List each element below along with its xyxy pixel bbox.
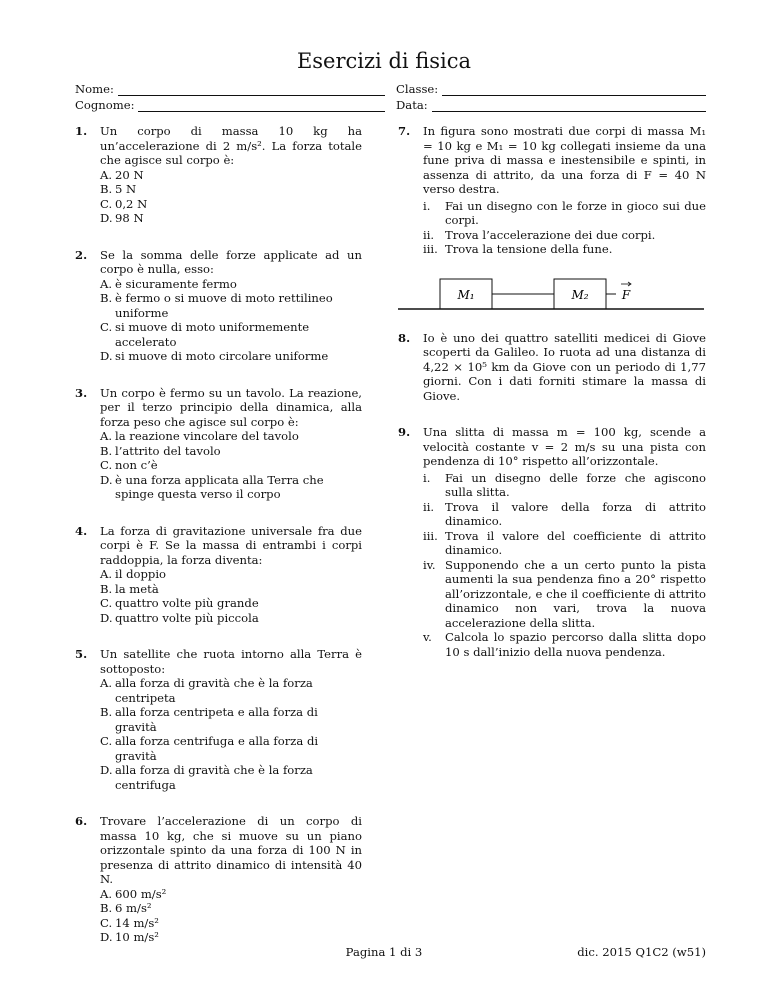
option-letter: D. bbox=[100, 610, 113, 625]
option-letter: D. bbox=[100, 930, 113, 944]
option-a bbox=[100, 887, 362, 902]
student-fields-right bbox=[396, 80, 706, 112]
sub-text: Trova il valore della forza di attrito dinamico. bbox=[445, 499, 706, 528]
sub-text: Trova il valore del coefficiente di attrito dinamico. bbox=[445, 528, 706, 557]
option-a bbox=[100, 429, 362, 444]
sub-questions bbox=[423, 471, 706, 660]
sub-text: Fai un disegno con le forze in gioco sui due corpi. bbox=[445, 198, 706, 227]
sub-question bbox=[423, 471, 706, 500]
exercise-number: 3. bbox=[75, 385, 88, 400]
classe-field[interactable] bbox=[396, 80, 706, 96]
exercise-number: 5. bbox=[75, 647, 88, 661]
options-list bbox=[100, 567, 362, 625]
option-a bbox=[100, 168, 362, 183]
sub-label: iii. bbox=[423, 528, 438, 543]
sub-label: v. bbox=[423, 630, 432, 644]
exercise-stem: Un corpo di massa 10 kg ha un’accelerazione di 2 m/s². La forza totale che agisce sul corpo è: bbox=[100, 124, 362, 167]
option-d bbox=[100, 349, 362, 364]
option-letter: A. bbox=[100, 676, 113, 690]
option-letter: C. bbox=[100, 458, 113, 472]
data-line bbox=[432, 100, 706, 112]
option-text: è sicuramente fermo bbox=[115, 276, 237, 291]
option-text: quattro volte più piccola bbox=[115, 610, 259, 625]
option-letter: A. bbox=[100, 167, 113, 182]
m1-label: M₁ bbox=[457, 287, 475, 302]
data-label: Data: bbox=[396, 97, 428, 112]
exercise-number: 2. bbox=[75, 247, 88, 262]
option-text: 6 m/s² bbox=[115, 901, 152, 915]
option-d bbox=[100, 611, 362, 626]
option-letter: B. bbox=[100, 443, 113, 458]
exercise-stem: La forza di gravitazione universale fra due corpi è F. Se la massa di entrambi i corpi raddoppia, la forza diventa: bbox=[100, 523, 362, 567]
sub-label: ii. bbox=[423, 499, 435, 514]
force-label: F bbox=[621, 287, 631, 302]
nome-label: Nome: bbox=[75, 81, 114, 96]
option-text: 14 m/s² bbox=[115, 915, 159, 930]
option-letter: C. bbox=[100, 196, 113, 211]
blocks-diagram bbox=[398, 267, 706, 317]
option-text: quattro volte più grande bbox=[115, 596, 259, 610]
sub-question bbox=[423, 558, 706, 631]
option-letter: C. bbox=[100, 596, 113, 610]
sub-text: Calcola lo spazio percorso dalla slitta dopo 10 s dall’inizio della nuova pendenza. bbox=[445, 630, 706, 659]
exercise-stem: Trovare l’accelerazione di un corpo di massa 10 kg, che si muove su un piano orizzontale spinto da una forza di 100 N in presenza di attrito dinamico di intensità 40 N. bbox=[100, 814, 362, 886]
student-fields-left bbox=[75, 80, 385, 112]
option-text: alla forza di gravità che è la forza centripeta bbox=[115, 676, 313, 705]
option-text: alla forza di gravità che è la forza centrifuga bbox=[115, 763, 313, 792]
option-text: 600 m/s² bbox=[115, 886, 167, 901]
sub-text: Trova l’accelerazione dei due corpi. bbox=[445, 227, 656, 242]
sub-question bbox=[423, 199, 706, 228]
sub-question bbox=[423, 529, 706, 558]
exercise-number: 6. bbox=[75, 814, 88, 828]
option-letter: D. bbox=[100, 349, 113, 363]
options-list bbox=[100, 676, 362, 792]
option-c bbox=[100, 596, 362, 611]
option-letter: D. bbox=[100, 763, 113, 777]
option-letter: B. bbox=[100, 291, 113, 305]
document-code: dic. 2015 Q1C2 (w51) bbox=[577, 945, 706, 959]
option-text: alla forza centrifuga e alla forza di gravità bbox=[115, 734, 319, 763]
option-text: il doppio bbox=[115, 567, 167, 581]
exercise-6 bbox=[75, 814, 362, 945]
option-letter: A. bbox=[100, 429, 113, 443]
options-list bbox=[100, 429, 362, 502]
option-letter: A. bbox=[100, 886, 113, 901]
option-text: non c’è bbox=[115, 458, 158, 472]
option-letter: B. bbox=[100, 705, 113, 719]
option-a bbox=[100, 676, 362, 705]
option-letter: B. bbox=[100, 581, 113, 596]
option-letter: C. bbox=[100, 320, 113, 334]
option-text: l’attrito del tavolo bbox=[115, 443, 221, 458]
option-text: alla forza centripeta e alla forza di gravità bbox=[115, 705, 318, 734]
option-b bbox=[100, 291, 362, 320]
options-list bbox=[100, 887, 362, 945]
left-column bbox=[75, 124, 362, 967]
options-list bbox=[100, 277, 362, 364]
classe-label: Classe: bbox=[396, 81, 439, 96]
option-b bbox=[100, 705, 362, 734]
sub-label: ii. bbox=[423, 227, 435, 242]
option-letter: D. bbox=[100, 472, 113, 487]
exercise-1 bbox=[75, 124, 362, 226]
option-d bbox=[100, 211, 362, 226]
exercise-number: 4. bbox=[75, 523, 88, 538]
option-letter: B. bbox=[100, 182, 113, 196]
exercise-number: 1. bbox=[75, 124, 88, 138]
exercise-number: 8. bbox=[398, 330, 411, 345]
option-b bbox=[100, 182, 362, 197]
exercise-3 bbox=[75, 386, 362, 502]
m2-label: M₂ bbox=[571, 287, 589, 302]
sub-text: Trova la tensione della fune. bbox=[445, 242, 613, 256]
option-letter: D. bbox=[100, 211, 113, 225]
right-column bbox=[398, 124, 706, 681]
nome-field[interactable] bbox=[75, 80, 385, 96]
sub-text: Supponendo che a un certo punto la pista aumenti la sua pendenza fino a 20° rispetto all’orizzontale, e che il coefficiente di attrito dinamico non vari, trova la nuova accelerazione della slitta. bbox=[445, 557, 706, 630]
option-letter: C. bbox=[100, 734, 113, 748]
sub-questions bbox=[423, 199, 706, 257]
option-letter: A. bbox=[100, 276, 113, 291]
exercise-stem: In figura sono mostrati due corpi di massa M₁ = 10 kg e M₁ = 10 kg collegati insieme da una fune priva di massa e inestensibile e spinti, in assenza di attrito, da una forza di F = 40 N verso destra. bbox=[423, 124, 706, 196]
option-text: 98 N bbox=[115, 211, 144, 225]
exercise-5 bbox=[75, 647, 362, 792]
sub-question bbox=[423, 228, 706, 243]
exercise-stem: Io è uno dei quattro satelliti medicei di Giove scoperti da Galileo. Io ruota ad una distanza di 4,22 × 10⁵ km da Giove con un periodo di 1,77 giorni. Con i dati forniti stimare la massa di Giove. bbox=[423, 330, 706, 403]
cognome-line bbox=[138, 100, 385, 112]
option-b bbox=[100, 901, 362, 916]
nome-line bbox=[118, 84, 385, 96]
option-c bbox=[100, 734, 362, 763]
option-c bbox=[100, 197, 362, 212]
option-c bbox=[100, 916, 362, 931]
sub-label: iii. bbox=[423, 242, 438, 256]
option-text: la reazione vincolare del tavolo bbox=[115, 429, 299, 443]
exercise-stem: Se la somma delle forze applicate ad un corpo è nulla, esso: bbox=[100, 247, 362, 276]
option-letter: A. bbox=[100, 567, 113, 581]
option-text: la metà bbox=[115, 581, 159, 596]
exercise-stem: Un satellite che ruota intorno alla Terra è sottoposto: bbox=[100, 647, 362, 676]
sub-question bbox=[423, 242, 706, 257]
page-title: Esercizi di fisica bbox=[296, 49, 472, 73]
exercise-8 bbox=[398, 331, 706, 404]
exercise-2 bbox=[75, 248, 362, 364]
sub-label: iv. bbox=[423, 557, 436, 572]
option-c bbox=[100, 320, 362, 349]
option-text: 0,2 N bbox=[115, 196, 148, 211]
blocks-diagram-svg bbox=[398, 267, 704, 317]
sub-label: i. bbox=[423, 198, 431, 213]
cognome-label: Cognome: bbox=[75, 97, 135, 112]
data-field[interactable] bbox=[396, 96, 706, 112]
option-text: è fermo o si muove di moto rettilineo uniforme bbox=[115, 291, 333, 320]
exercise-number: 9. bbox=[398, 425, 411, 439]
option-b bbox=[100, 582, 362, 597]
sub-label: i. bbox=[423, 470, 431, 485]
classe-line bbox=[442, 84, 706, 96]
option-text: è una forza applicata alla Terra che spinge questa verso il corpo bbox=[115, 472, 324, 501]
sub-question bbox=[423, 630, 706, 659]
option-a bbox=[100, 567, 362, 582]
option-text: si muove di moto uniformemente accelerato bbox=[115, 320, 310, 349]
option-d bbox=[100, 930, 362, 945]
option-text: 20 N bbox=[115, 167, 144, 182]
exercise-number: 7. bbox=[398, 124, 411, 138]
option-text: 10 m/s² bbox=[115, 930, 159, 944]
option-c bbox=[100, 458, 362, 473]
option-text: 5 N bbox=[115, 182, 137, 196]
option-d bbox=[100, 473, 362, 502]
option-letter: B. bbox=[100, 901, 113, 915]
exercise-9 bbox=[398, 425, 706, 659]
exercise-4 bbox=[75, 524, 362, 626]
sub-text: Fai un disegno delle forze che agiscono sulla slitta. bbox=[445, 470, 706, 499]
option-b bbox=[100, 444, 362, 459]
cognome-field[interactable] bbox=[75, 96, 385, 112]
option-text: si muove di moto circolare uniforme bbox=[115, 349, 329, 363]
options-list bbox=[100, 168, 362, 226]
exercise-7 bbox=[398, 124, 706, 257]
option-letter: C. bbox=[100, 915, 113, 930]
sub-question bbox=[423, 500, 706, 529]
option-d bbox=[100, 763, 362, 792]
exercise-stem: Una slitta di massa m = 100 kg, scende a velocità costante v = 2 m/s su una pista con pendenza di 10° rispetto all’orizzontale. bbox=[423, 425, 706, 468]
option-a bbox=[100, 277, 362, 292]
page-number: Pagina 1 di 3 bbox=[345, 945, 423, 959]
exercise-stem: Un corpo è fermo su un tavolo. La reazione, per il terzo principio della dinamica, alla forza peso che agisce sul corpo è: bbox=[100, 385, 362, 429]
